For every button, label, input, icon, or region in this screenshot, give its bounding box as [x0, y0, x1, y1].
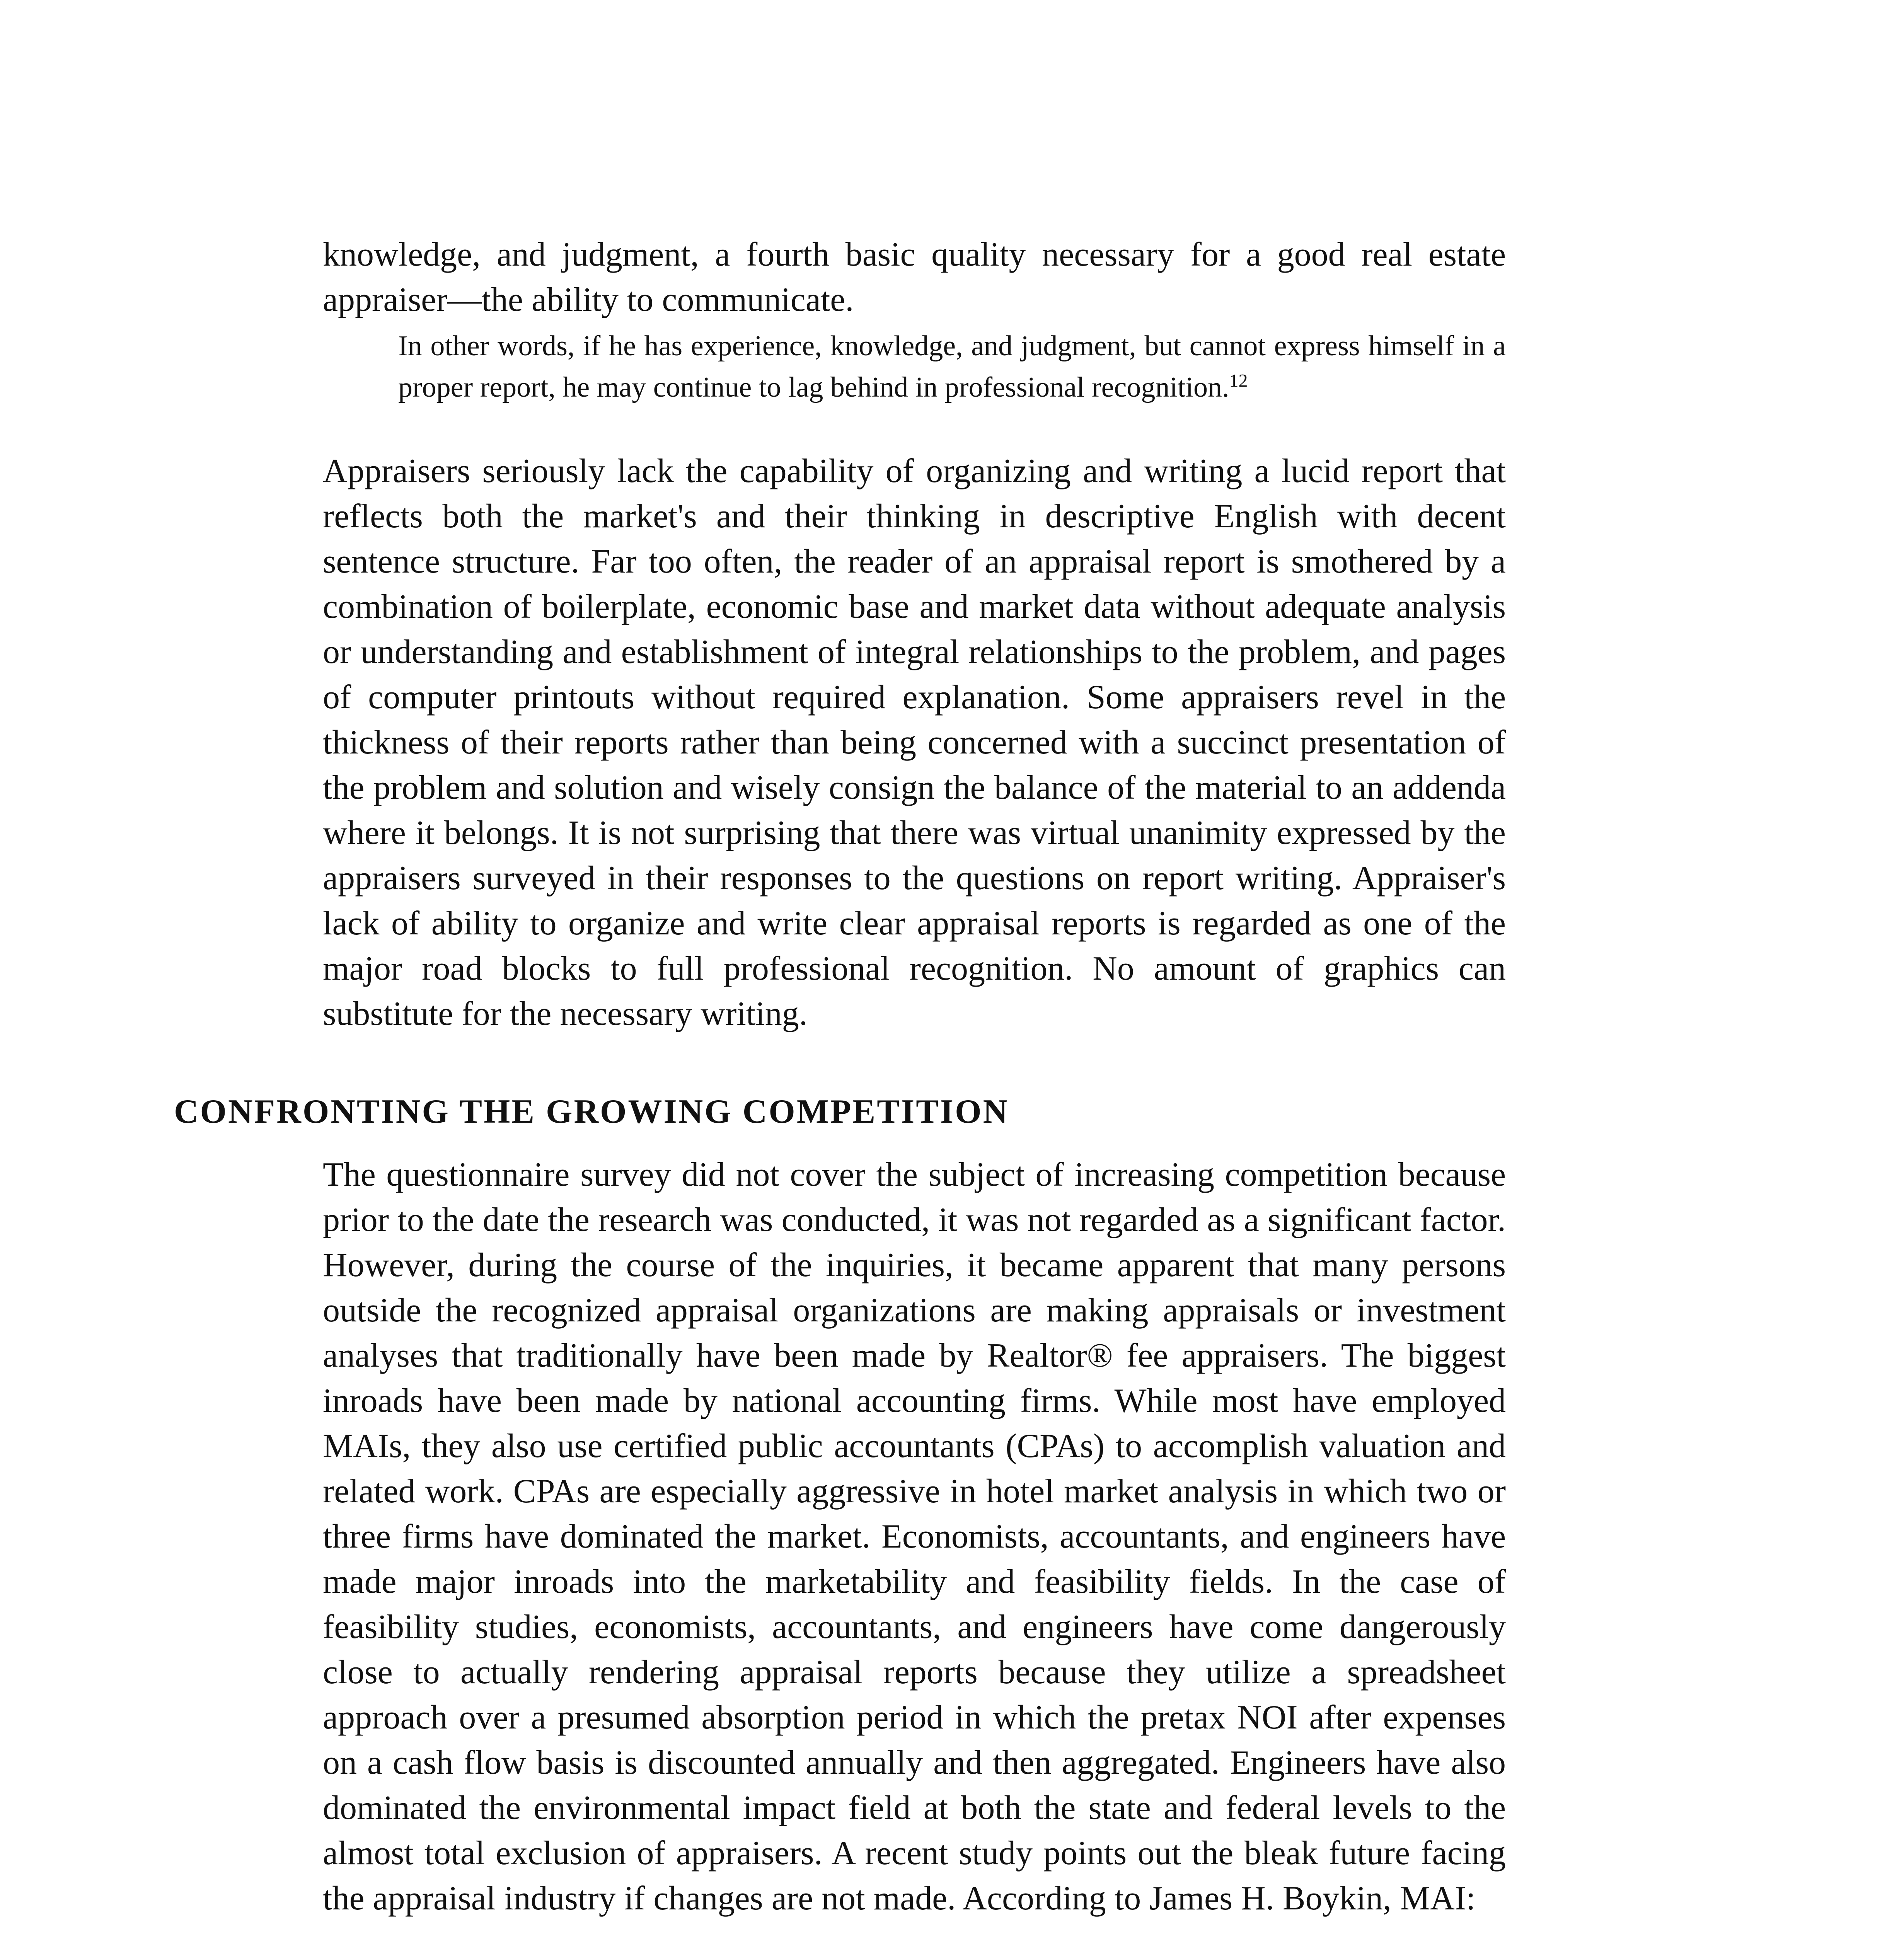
- paragraph-1-text: knowledge, and judgment, a fourth basic quality necessary for a good real estate appraiser—the ability to communicate.: [323, 236, 1506, 319]
- paragraph-3: [323, 1152, 1506, 1921]
- paragraph-2: [323, 448, 1506, 1036]
- paragraph-1: [323, 232, 1506, 322]
- block-quote: [398, 326, 1506, 408]
- paragraph-3-text: The questionnaire survey did not cover the subject of increasing competition because prior to the date the research was conducted, it was not regarded as a significant factor. However, during the course of the inquiries, it became apparent that many persons outside the recognized appraisal organizations are making appraisals or investment analyses that traditionally have been made by Realtor® fee appraisers. The biggest inroads have been made by national accounting firms. While most have employed MAIs, they also use certified public accountants (CPAs) to accomplish valuation and related work. CPAs are especially aggressive in hotel market analysis in which two or three firms have dominated the market. Economists, accountants, and engineers have made major inroads into the marketability and feasibility fields. In the case of feasibility studies, economists, accountants, and engineers have come dangerously close to actually rendering appraisal reports because they utilize a spreadsheet approach over a presumed absorption period in which the pretax NOI after expenses on a cash flow basis is discounted annually and then aggregated. Engineers have also dominated the environmental impact field at both the state and federal levels to the almost total exclusion of appraisers. A recent study points out the bleak future facing the appraisal industry if changes are not made. According to James H. Boykin, MAI:: [323, 1156, 1506, 1917]
- section-heading: CONFRONTING THE GROWING COMPETITION: [174, 1093, 1009, 1130]
- block-quote-text: In other words, if he has experience, knowledge, and judgment, but cannot express himself in a proper report, he may continue to lag behind in professional recognition.: [398, 330, 1506, 403]
- footnote-reference: 12: [1229, 370, 1248, 391]
- paragraph-2-text: Appraisers seriously lack the capability of organizing and writing a lucid report that reflects both the market's and their thinking in descriptive English with decent sentence structure. Far too often, the reader of an appraisal report is smothered by a combination of boilerplate, economic base and market data without adequate analysis or understanding and establishment of integral relationships to the problem, and pages of computer printouts without required explanation. Some appraisers revel in the thickness of their reports rather than being concerned with a succinct presentation of the problem and solution and wisely consign the balance of the material to an addenda where it belongs. It is not surprising that there was virtual unanimity expressed by the appraisers surveyed in their responses to the questions on report writing. Appraiser's lack of ability to organize and write clear appraisal reports is regarded as one of the major road blocks to full professional recognition. No amount of graphics can substitute for the necessary writing.: [323, 452, 1506, 1033]
